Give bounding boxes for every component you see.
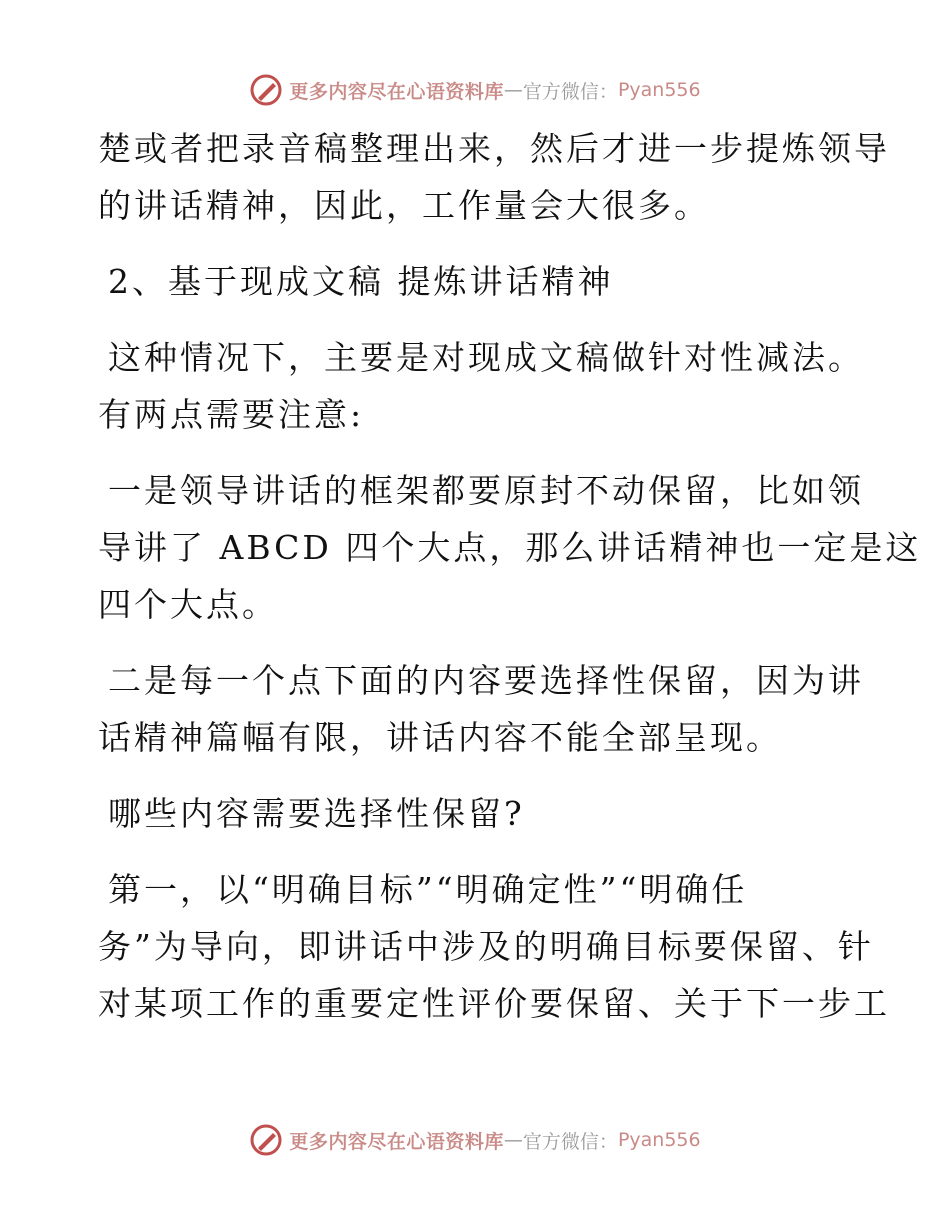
text-line: 2、基于现成文稿 提炼讲话精神	[108, 262, 614, 301]
text-line: 务”为导向，即讲话中涉及的明确目标要保留、针	[98, 927, 874, 966]
paragraph-1	[98, 120, 890, 234]
watermark-separator: —	[503, 1129, 523, 1151]
text-line: 一是领导讲话的框架都要原封不动保留，比如领	[108, 471, 864, 510]
paragraph-7	[98, 861, 890, 1032]
text-line: 话精神篇幅有限，讲话内容不能全部呈现。	[98, 718, 782, 757]
paragraph-4	[98, 462, 922, 633]
text-line: 四个大点。	[98, 585, 278, 624]
text-line: 导讲了 ABCD 四个大点，那么讲话精神也一定是这	[98, 528, 922, 567]
footer-watermark	[0, 1120, 950, 1160]
watermark-site-text: 更多内容尽在心语资料库	[289, 1130, 504, 1153]
text-line: 对某项工作的重要定性评价要保留、关于下一步工	[98, 984, 890, 1023]
text-line: 第一，以“明确目标”“明确定性”“明确任	[108, 870, 748, 909]
text-line: 哪些内容需要选择性保留?	[108, 794, 525, 833]
watermark-wechat-id: Pyan556	[617, 1129, 701, 1151]
paragraph-5	[98, 652, 864, 766]
text-line: 这种情况下，主要是对现成文稿做针对性减法。	[108, 338, 864, 377]
paragraph-3	[98, 329, 864, 443]
text-line: 楚或者把录音稿整理出来，然后才进一步提炼领导	[98, 129, 890, 168]
pen-logo-icon	[249, 1123, 283, 1157]
watermark-site-text: 更多内容尽在心语资料库	[289, 80, 504, 103]
document-body	[98, 120, 922, 1051]
question-line	[98, 785, 858, 842]
section-heading	[98, 253, 858, 310]
watermark-label: 官方微信：	[522, 80, 618, 103]
watermark-label: 官方微信：	[522, 1130, 618, 1153]
header-watermark	[0, 70, 950, 110]
text-line: 二是每一个点下面的内容要选择性保留，因为讲	[108, 661, 864, 700]
watermark-wechat-id: Pyan556	[617, 79, 701, 101]
text-line: 的讲话精神，因此，工作量会大很多。	[98, 186, 710, 225]
pen-logo-icon	[249, 73, 283, 107]
text-line: 有两点需要注意:	[98, 395, 365, 434]
watermark-separator: —	[503, 79, 523, 101]
